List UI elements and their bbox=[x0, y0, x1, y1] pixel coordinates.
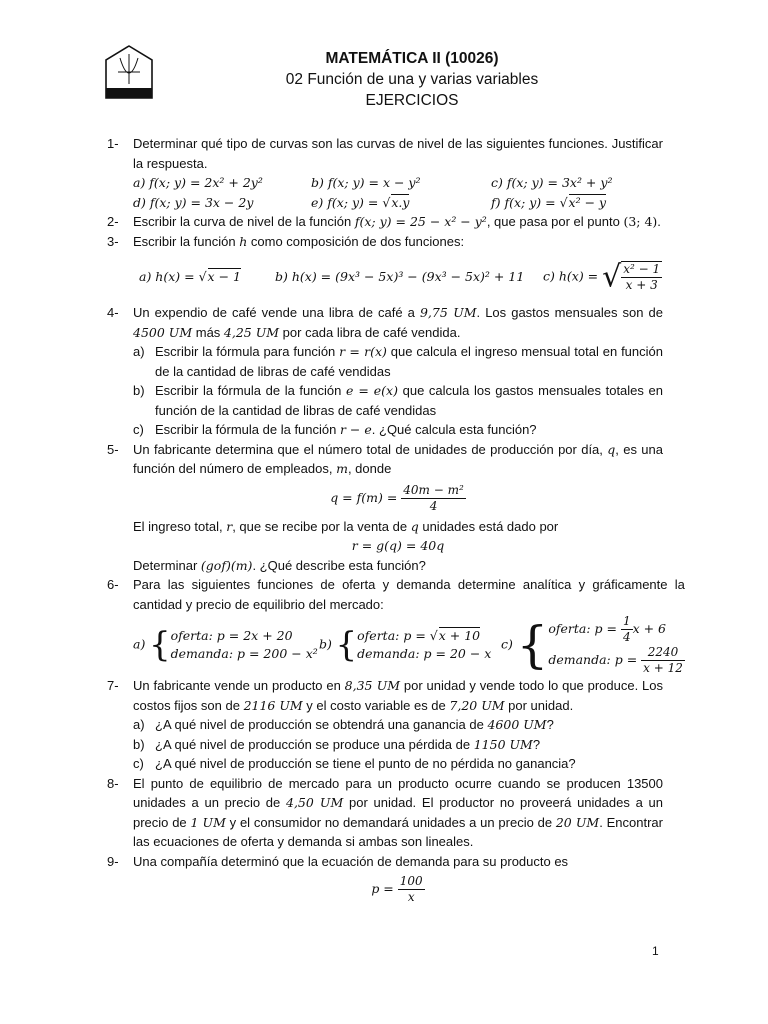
page-number: 1 bbox=[652, 944, 659, 958]
subitem-c: c) ¿A qué nivel de producción se tiene el punto de no pérdida no ganancia? bbox=[133, 756, 576, 771]
exercise-4: 4- Un expendio de café vende una libra de café a 9,75 UM. Los gastos mensuales son de 4500 UM más 4,25 UM por cada libra de café vendida. a) Escribir la fórmula para función r = r(x) que calcula el ingreso mensual total en función de la cantidad de libras de café vendidas b) Escribir la fórmula de la función e = e(x) que calcula los gastos mensuales totales en función de la cantidad de libras de café vendidas c) Escribir la fórmula de la función r − e. ¿Qué calcula esta función? bbox=[107, 303, 663, 440]
document-header bbox=[240, 48, 584, 111]
equation-p: p = $\frac{100}{x}$ bbox=[371, 874, 423, 904]
exercise-5: 5- Un fabricante determina que el número total de unidades de producción por día, q, es una función del número de empleados, m, donde q = f(m) = $\frac{\text{40m − m²}}{4}$ El ingreso total, r, que se recibe por la venta de q unidades está dado por r = g(q) = 40q Determinar (gof)(m). ¿Qué describe esta función? bbox=[107, 441, 663, 573]
composition-row: a) h(x) = √x − 1 b) h(x) = (9x³ − 5x)³ − (9x³ − 5x)² + 11 c) h(x) = √ $\frac{\text{x² − 1}}{x + 3}$ bbox=[139, 259, 661, 295]
exercise-1 bbox=[107, 134, 663, 212]
subitem-b: b) Escribir la fórmula de la función e = e(x) que calcula los gastos mensuales totales en función de la cantidad de libras de café vendidas bbox=[133, 383, 663, 418]
function-row: a) f(x; y) = 2x² + 2y² b) f(x; y) = x − y² c) f(x; y) = 3x² + y² bbox=[133, 175, 613, 190]
logo-house-icon bbox=[104, 44, 154, 100]
exercise-3: 3- Escribir la función h como composición de dos funciones: a) h(x) = √x − 1 b) h(x) = (9x³ − 5x)³ − (9x³ − 5x)² + 11 c) h(x) = √ $\frac{\text{x² − 1}}{x + 3}$ bbox=[107, 232, 663, 304]
exercise-2: 2- Escribir la curva de nivel de la función f(x; y) = 25 − x² − y², que pasa por el punto (3; 4). bbox=[107, 214, 661, 229]
subitem-a: a) ¿A qué nivel de producción se obtendrá una ganancia de 4600 UM? bbox=[133, 717, 554, 732]
exercise-7: 7- Un fabricante vende un producto en 8,35 UM por unidad y vende todo lo que produce. Los costos fijos son de 2116 UM y el costo variable es de 7,20 UM por unidad. a) ¿A qué nivel de producción se obtendrá una ganancia de 4600 UM? b) ¿A qué nivel de producción se produce una pérdida de 1150 UM? c) ¿A qué nivel de producción se tiene el punto de no pérdida no ganancia? bbox=[107, 676, 663, 774]
matematica-logo bbox=[104, 44, 154, 100]
function-row: d) f(x; y) = 3x − 2y e) f(x; y) = √x.y f) f(x; y) = √x² − y bbox=[133, 194, 607, 210]
subitem-b: b) ¿A qué nivel de producción se produce una pérdida de 1150 UM? bbox=[133, 736, 541, 752]
exercise-number: 1- bbox=[107, 136, 119, 151]
exercise-9: 9- Una compañía determinó que la ecuación de demanda para su producto es p = $\frac{100}{x}$ bbox=[107, 852, 663, 908]
exercise-8: 8- El punto de equilibrio de mercado para un producto ocurre cuando se producen 13500 unidades a un precio de 4,50 UM por unidad. El productor no proveerá unidades a un precio de 1 UM y el consumidor no demandará unidades a un precio de 20 UM. Encontrar las ecuaciones de oferta y demanda si ambas son lineales. bbox=[107, 775, 664, 849]
subitem-a: a) Escribir la fórmula para función r = r(x) que calcula el ingreso mensual total en función de la cantidad de libras de café vendidas bbox=[133, 344, 663, 379]
system-b: b) { oferta: p = √x + 10 demanda: p = 20 − x bbox=[319, 625, 492, 665]
section-title: EJERCICIOS bbox=[365, 92, 459, 109]
course-title: MATEMÁTICA II (10026) bbox=[325, 50, 499, 67]
exercise-list bbox=[107, 134, 685, 907]
unit-title: 02 Función de una y varias variables bbox=[285, 71, 539, 88]
exercise-text: Determinar qué tipo de curvas son las curvas de nivel de las siguientes funciones. Justificar la respuesta. bbox=[133, 136, 663, 171]
system-c: c) { oferta: p = $\frac{1}{4}$ x + 6 demanda: p = $\frac{2240}{x + 12}$ bbox=[501, 614, 683, 675]
equation-r: r = g(q) = 40q bbox=[351, 538, 445, 553]
equation-q: q = f(m) = $\frac{\text{40m − m²}}{4}$ bbox=[330, 482, 464, 513]
supply-demand-systems bbox=[133, 614, 685, 676]
subitem-c: c) Escribir la fórmula de la función r − e. ¿Qué calcula esta función? bbox=[133, 422, 537, 437]
system-a: a) { oferta: p = 2x + 20 demanda: p = 200 − x² bbox=[133, 625, 318, 665]
exercise-6: 6- Para las siguientes funciones de oferta y demanda determine analítica y gráficamente la cantidad y precio de equilibrio del mercado: a) { oferta: p = 2x + 20 demanda: p = 200 − x² b) { oferta: p = √x + 10 demanda: p = 20 − x c) { oferta: p = $\frac{1}{4}$ x + 6 demanda: p = $\frac{2240}{x + 12}$ bbox=[107, 577, 685, 675]
